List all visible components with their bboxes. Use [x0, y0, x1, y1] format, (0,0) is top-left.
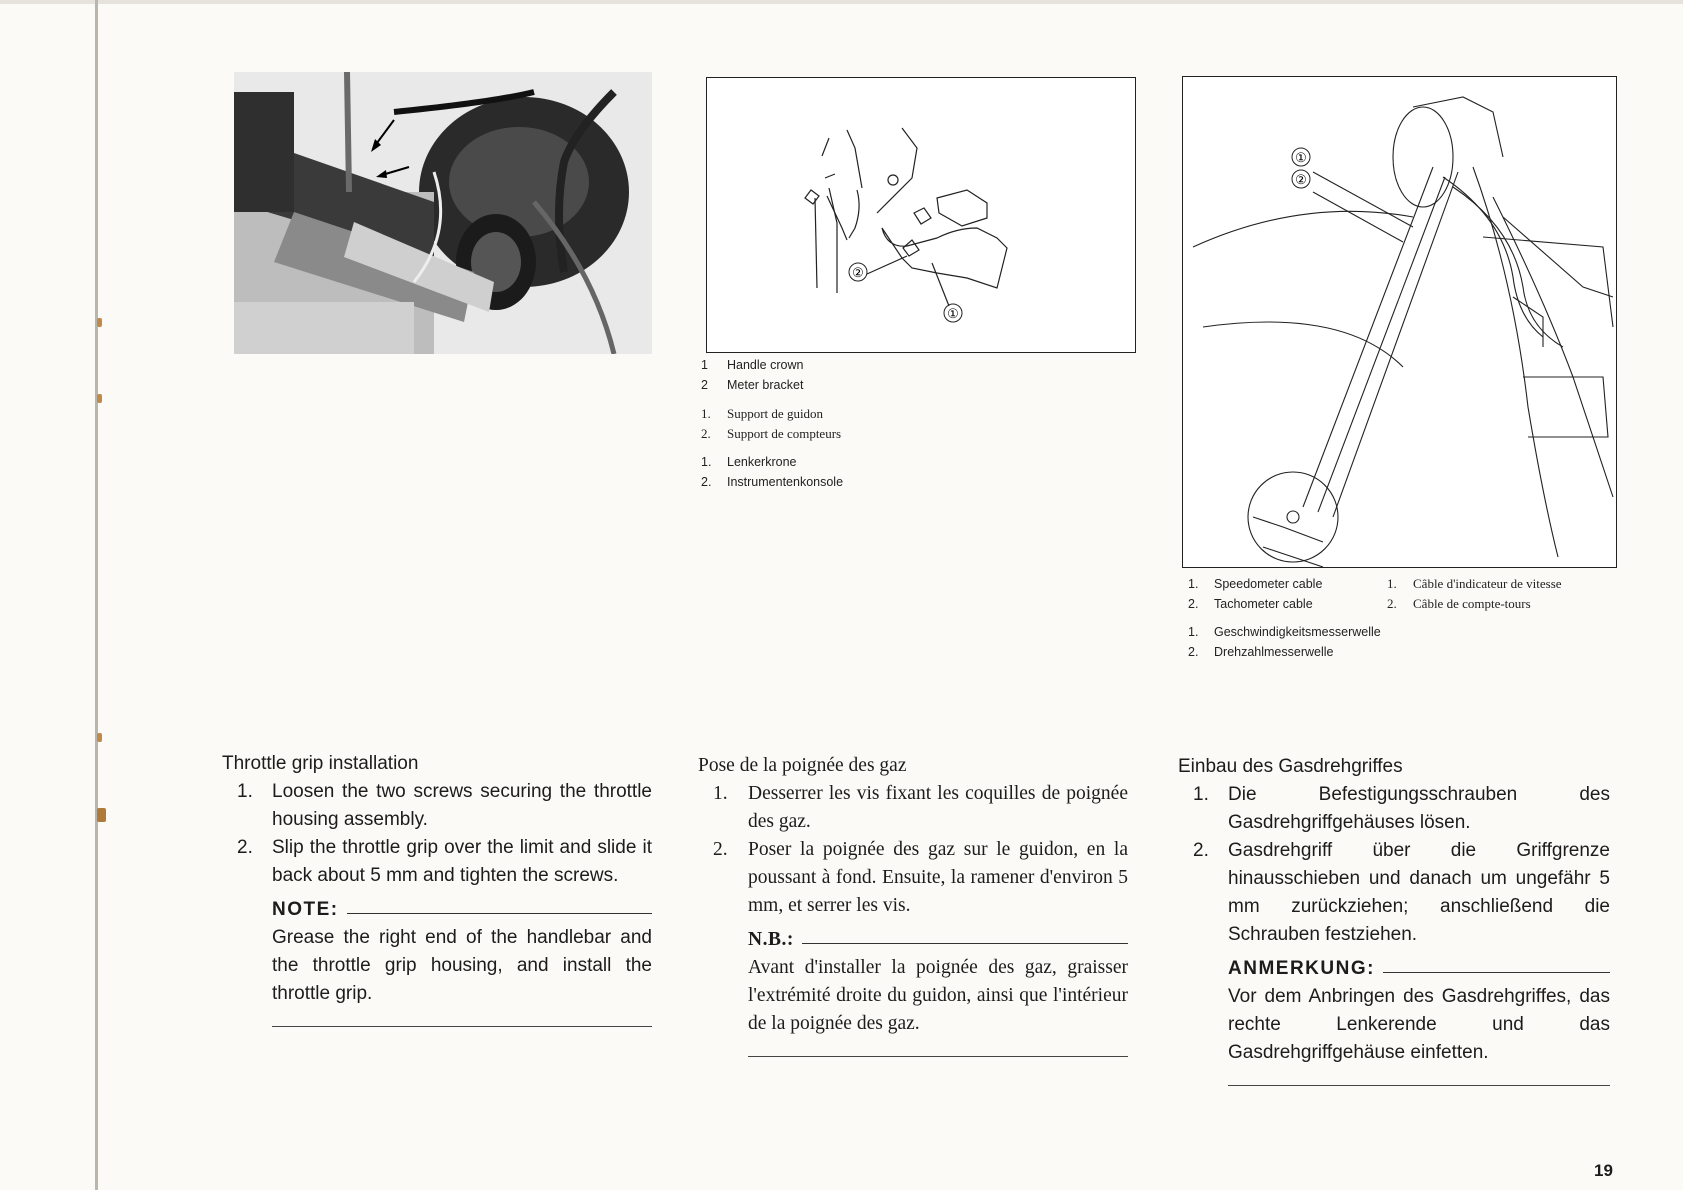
binding-mark — [97, 394, 102, 403]
handlebar-photo — [234, 72, 652, 354]
list-item: 1. Desserrer les vis fixant les coquilles de poignée des gaz. — [713, 783, 1128, 832]
binding-edge — [95, 0, 98, 1190]
note-heading: NOTE: — [272, 896, 652, 924]
fig3-caption-en: 1. Speedometer cable 2. Tachometer cable — [1188, 577, 1323, 611]
fig3-caption-de: 1. Geschwindigkeitsmesserwelle 2. Drehzahlmesserwelle — [1188, 625, 1381, 659]
section-title: Pose de la poignée des gaz — [698, 755, 907, 776]
callout-2: ② — [852, 265, 864, 280]
divider — [272, 1026, 652, 1027]
divider — [1228, 1085, 1610, 1086]
section-title: Einbau des Gasdrehgriffes — [1178, 756, 1403, 777]
french-column — [698, 752, 1128, 1057]
callout-2: ② — [1295, 172, 1307, 187]
note-text: Avant d'installer la poignée des gaz, graisser l'extrémité droite du guidon, ainsi que l'intérieur de la poignée des gaz. — [748, 957, 1128, 1034]
callout-1: ① — [1295, 150, 1307, 165]
list-item: 2. Poser la poignée des gaz sur le guidon, en la poussant à fond. Ensuite, la ramener d'environ 5 mm, et serrer les vis. — [713, 839, 1128, 916]
binding-mark — [97, 318, 102, 327]
cable-routing-diagram — [1182, 76, 1617, 568]
list-item: 1. Loosen the two screws securing the throttle housing assembly. — [237, 781, 652, 830]
english-column — [222, 750, 652, 1027]
note-heading: ANMERKUNG: — [1228, 955, 1610, 983]
handle-crown-diagram — [706, 77, 1136, 353]
page-number: 19 — [1594, 1161, 1613, 1180]
note-text: Vor dem Anbringen des Gasdrehgriffes, das rechte Lenkerende und das Gasdrehgriffgehäuse einfetten. — [1228, 986, 1610, 1063]
fig3-caption-fr: 1. Câble d'indicateur de vitesse 2. Câble de compte-tours — [1387, 576, 1562, 611]
german-column — [1178, 753, 1610, 1086]
binding-mark — [97, 808, 106, 822]
section-title: Throttle grip installation — [222, 753, 419, 774]
list-item: 2. Slip the throttle grip over the limit and slide it back about 5 mm and tighten the screws. — [237, 837, 652, 886]
binding-mark — [97, 733, 102, 742]
fig2-caption-de: 1. Lenkerkrone 2. Instrumentenkonsole — [701, 455, 844, 489]
note-heading: N.B.: — [748, 926, 1128, 954]
note-text: Grease the right end of the handlebar and the throttle grip housing, and install the throttle grip. — [272, 927, 652, 1004]
list-item: 2. Gasdrehgriff über die Griffgrenze hinausschieben und danach um ungefähr 5 mm zurückziehen; anschließend die Schrauben festziehen. — [1193, 840, 1610, 945]
callout-1: ① — [947, 306, 959, 321]
fig2-caption-en: 1 Handle crown 2 Meter bracket — [701, 358, 804, 392]
page-top-edge — [0, 0, 1683, 4]
fig2-caption-fr: 1. Support de guidon 2. Support de compteurs — [701, 406, 842, 441]
list-item: 1. Die Befestigungsschrauben des Gasdrehgriffgehäuses lösen. — [1193, 784, 1610, 833]
divider — [748, 1056, 1128, 1057]
